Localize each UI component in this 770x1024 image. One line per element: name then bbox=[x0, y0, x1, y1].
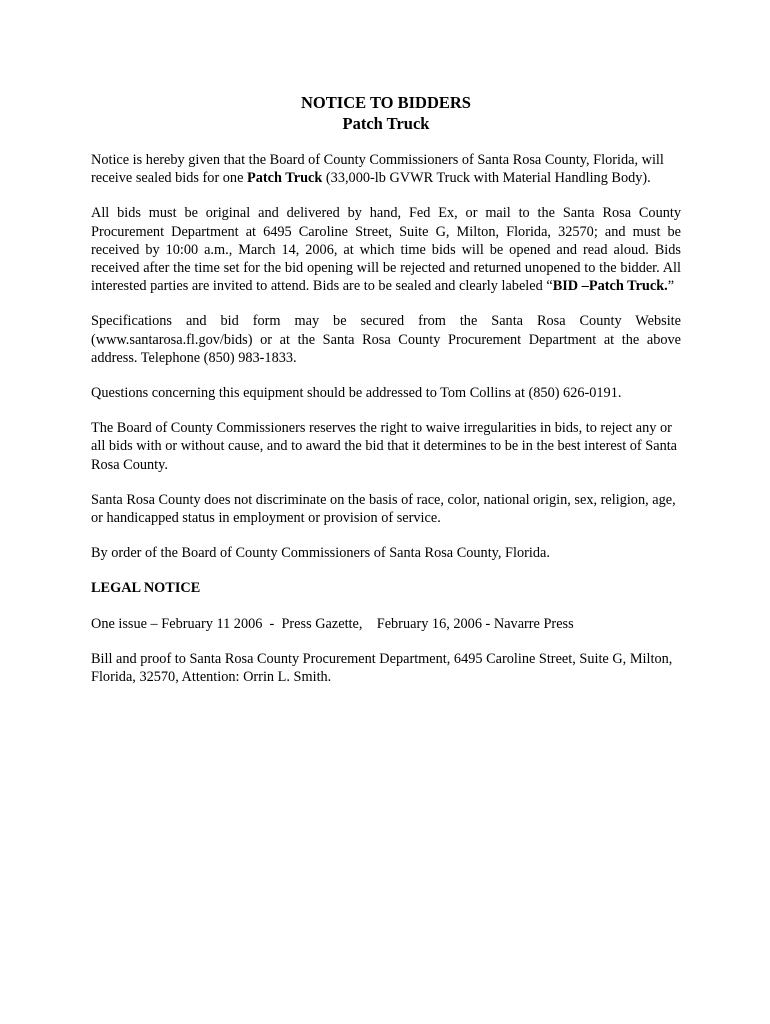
publication-paragraph: One issue – February 11 2006 - Press Gazette, February 16, 2006 - Navarre Press bbox=[91, 615, 574, 632]
billing-paragraph: Bill and proof to Santa Rosa County Procurement Department, 6495 Caroline Street, Suite G, Milton, Florida, 32570, Attention: Orrin L. Smith. bbox=[91, 650, 673, 686]
intro-text-before: Notice is hereby given that the Board of County Commissioners of Santa Rosa County, Florida, will receive sealed bids for one bbox=[91, 152, 664, 187]
rights-paragraph: The Board of County Commissioners reserves the right to waive irregularities in bids, to reject any or all bids with or without cause, and to award the bid that it determines to be in the best interest of Santa Rosa County. bbox=[91, 420, 678, 473]
nondiscrimination-paragraph: Santa Rosa County does not discriminate on the basis of race, color, national origin, sex, religion, age, or handicapped status in employment or provision of service. bbox=[91, 491, 676, 527]
intro-text-after: (33,000-lb GVWR Truck with Material Handling Body). bbox=[322, 170, 651, 187]
delivery-paragraph bbox=[91, 204, 681, 295]
notice-title: NOTICE TO BIDDERS bbox=[301, 93, 471, 112]
delivery-bold-label: BID –Patch Truck. bbox=[552, 278, 668, 295]
delivery-text-before: All bids must be original and delivered by hand, Fed Ex, or mail to the Santa Rosa County Procurement Department at 6495 Caroline Street, Suite G, Milton, Florida, 32570; and must be received by 10:00 a.m., March 14, 2006, at which time bids will be opened and read aloud. Bids received after the time set for the bid opening will be rejected and returned unopened to the bidder. All interested parties are invited to attend. Bids are to be sealed and clearly labeled “ bbox=[91, 205, 681, 295]
delivery-text-after: ” bbox=[667, 278, 675, 295]
document-page bbox=[91, 92, 681, 703]
questions-paragraph: Questions concerning this equipment should be addressed to Tom Collins at (850) 626-0191. bbox=[91, 385, 622, 402]
specifications-paragraph: Specifications and bid form may be secured from the Santa Rosa County Website (www.santarosa.fl.gov/bids) or at the Santa Rosa County Procurement Department at the above address. Telephone (850) 983-1833. bbox=[91, 313, 681, 366]
legal-notice-heading: LEGAL NOTICE bbox=[91, 580, 201, 597]
intro-paragraph bbox=[91, 151, 681, 187]
intro-bold-item: Patch Truck bbox=[247, 170, 323, 187]
notice-subtitle: Patch Truck bbox=[342, 114, 430, 133]
order-paragraph: By order of the Board of County Commissioners of Santa Rosa County, Florida. bbox=[91, 545, 550, 562]
